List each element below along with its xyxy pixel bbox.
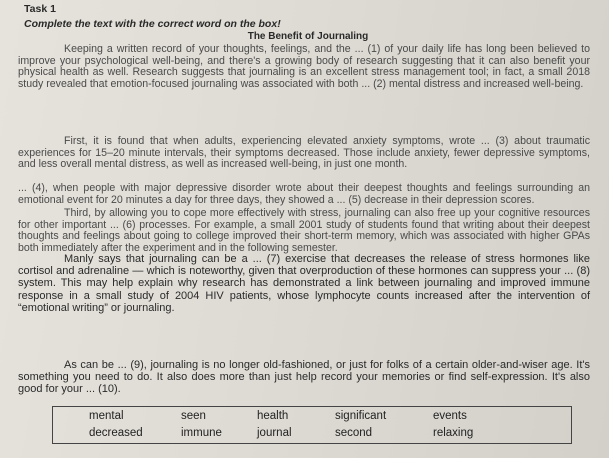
paragraph-intro: Keeping a written record of your thoughts, feelings, and the ... (1) of your daily life has long been believed to improve your psychological well-being, and there's a growing body of research suggesting that it can also benefit your physical health as well. Research suggests that journaling is an excellent stress management tool; in fact, a small 2018 study revealed that emotion-focused journaling was associated with both ... (2) mental distress and increased well-being.: [18, 43, 590, 90]
passage-title: The Benefit of Journaling: [247, 31, 369, 42]
paragraph-conclusion: As can be ... (9), journaling is no longer old-fashioned, or just for folks of a certain older-and-wiser age. It's something you need to do. It also does more than just help record your memories or find self-expression. It's also good for your ... (10).: [18, 359, 590, 396]
paragraph-depression: ... (4), when people with major depressive disorder wrote about their deepest thoughts and feelings surrounding an emotional event for 20 minutes a day for three days, they showed a ... (5) decrease in their depression scores.: [18, 182, 590, 206]
word-option: significant: [335, 410, 387, 422]
task-heading: Task 1: [24, 3, 56, 15]
word-option: health: [257, 410, 289, 422]
word-option: journal: [257, 427, 292, 439]
word-option: decreased: [89, 427, 143, 439]
word-box: [52, 406, 572, 444]
task-instruction: Complete the text with the correct word on the box!: [24, 18, 281, 30]
paragraph-first: First, it is found that when adults, experiencing elevated anxiety symptoms, wrote ... (3) about traumatic experiences for 15–20 minute intervals, their symptoms decreased. Those include anxiety, fewer depressive symptoms, and less overall mental distress, as well as increased well-being, in just one month.: [18, 135, 590, 170]
word-option: second: [335, 427, 373, 439]
word-option: immune: [181, 427, 222, 439]
word-option: seen: [181, 410, 206, 422]
paragraph-third: Third, by allowing you to cope more effectively with stress, journaling can also free up your cognitive resources for other important ... (6) processes. For example, a small 2001 study of students found that writing about their deepest thoughts and feelings about going to college improved their short-term memory, which was associated with higher GPAs both immediately after the experiment and in the following semester.: [18, 207, 590, 254]
word-option: events: [433, 410, 467, 422]
word-option: mental: [89, 410, 124, 422]
word-option: relaxing: [433, 427, 474, 439]
paragraph-stress-hormones: Manly says that journaling can be a ... (7) exercise that decreases the release of stress hormones like cortisol and adrenaline — which is noteworthy, given that overproduction of these hormones can suppress your ... (8) system. This may help explain why research has demonstrated a link between journaling and improved immune response in a small study of 2004 HIV patients, whose lymphocyte counts increased after the intervention of “emotional writing” or journaling.: [18, 253, 590, 314]
